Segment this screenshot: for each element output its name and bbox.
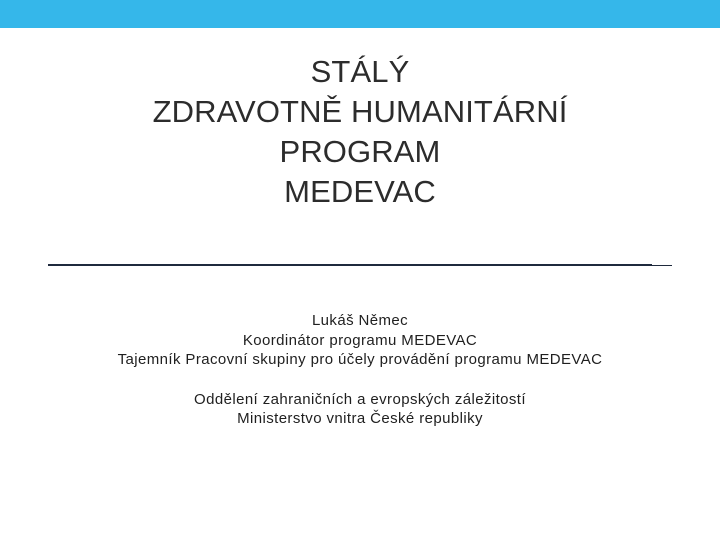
slide-title (60, 52, 660, 212)
presenter-name: Lukáš Němec (311, 312, 409, 329)
presenter-secretary-role: Tajemník Pracovní skupiny pro účely provádění programu MEDEVAC (117, 351, 603, 368)
spacer (20, 370, 700, 390)
presenter-info (20, 311, 700, 429)
title-line-2: ZDRAVOTNĚ HUMANITÁRNÍ (152, 94, 568, 129)
top-accent-band (0, 0, 720, 28)
title-divider-tail (652, 265, 672, 266)
ministry-name: Ministerstvo vnitra České republiky (237, 410, 483, 427)
department-name: Oddělení zahraničních a evropských záležitostí (194, 390, 526, 408)
title-line-1: STÁLÝ (310, 54, 410, 89)
title-line-4: MEDEVAC (284, 174, 436, 209)
title-line-3: PROGRAM (279, 134, 441, 169)
title-divider (48, 264, 652, 266)
presenter-role: Koordinátor programu MEDEVAC (242, 331, 478, 349)
